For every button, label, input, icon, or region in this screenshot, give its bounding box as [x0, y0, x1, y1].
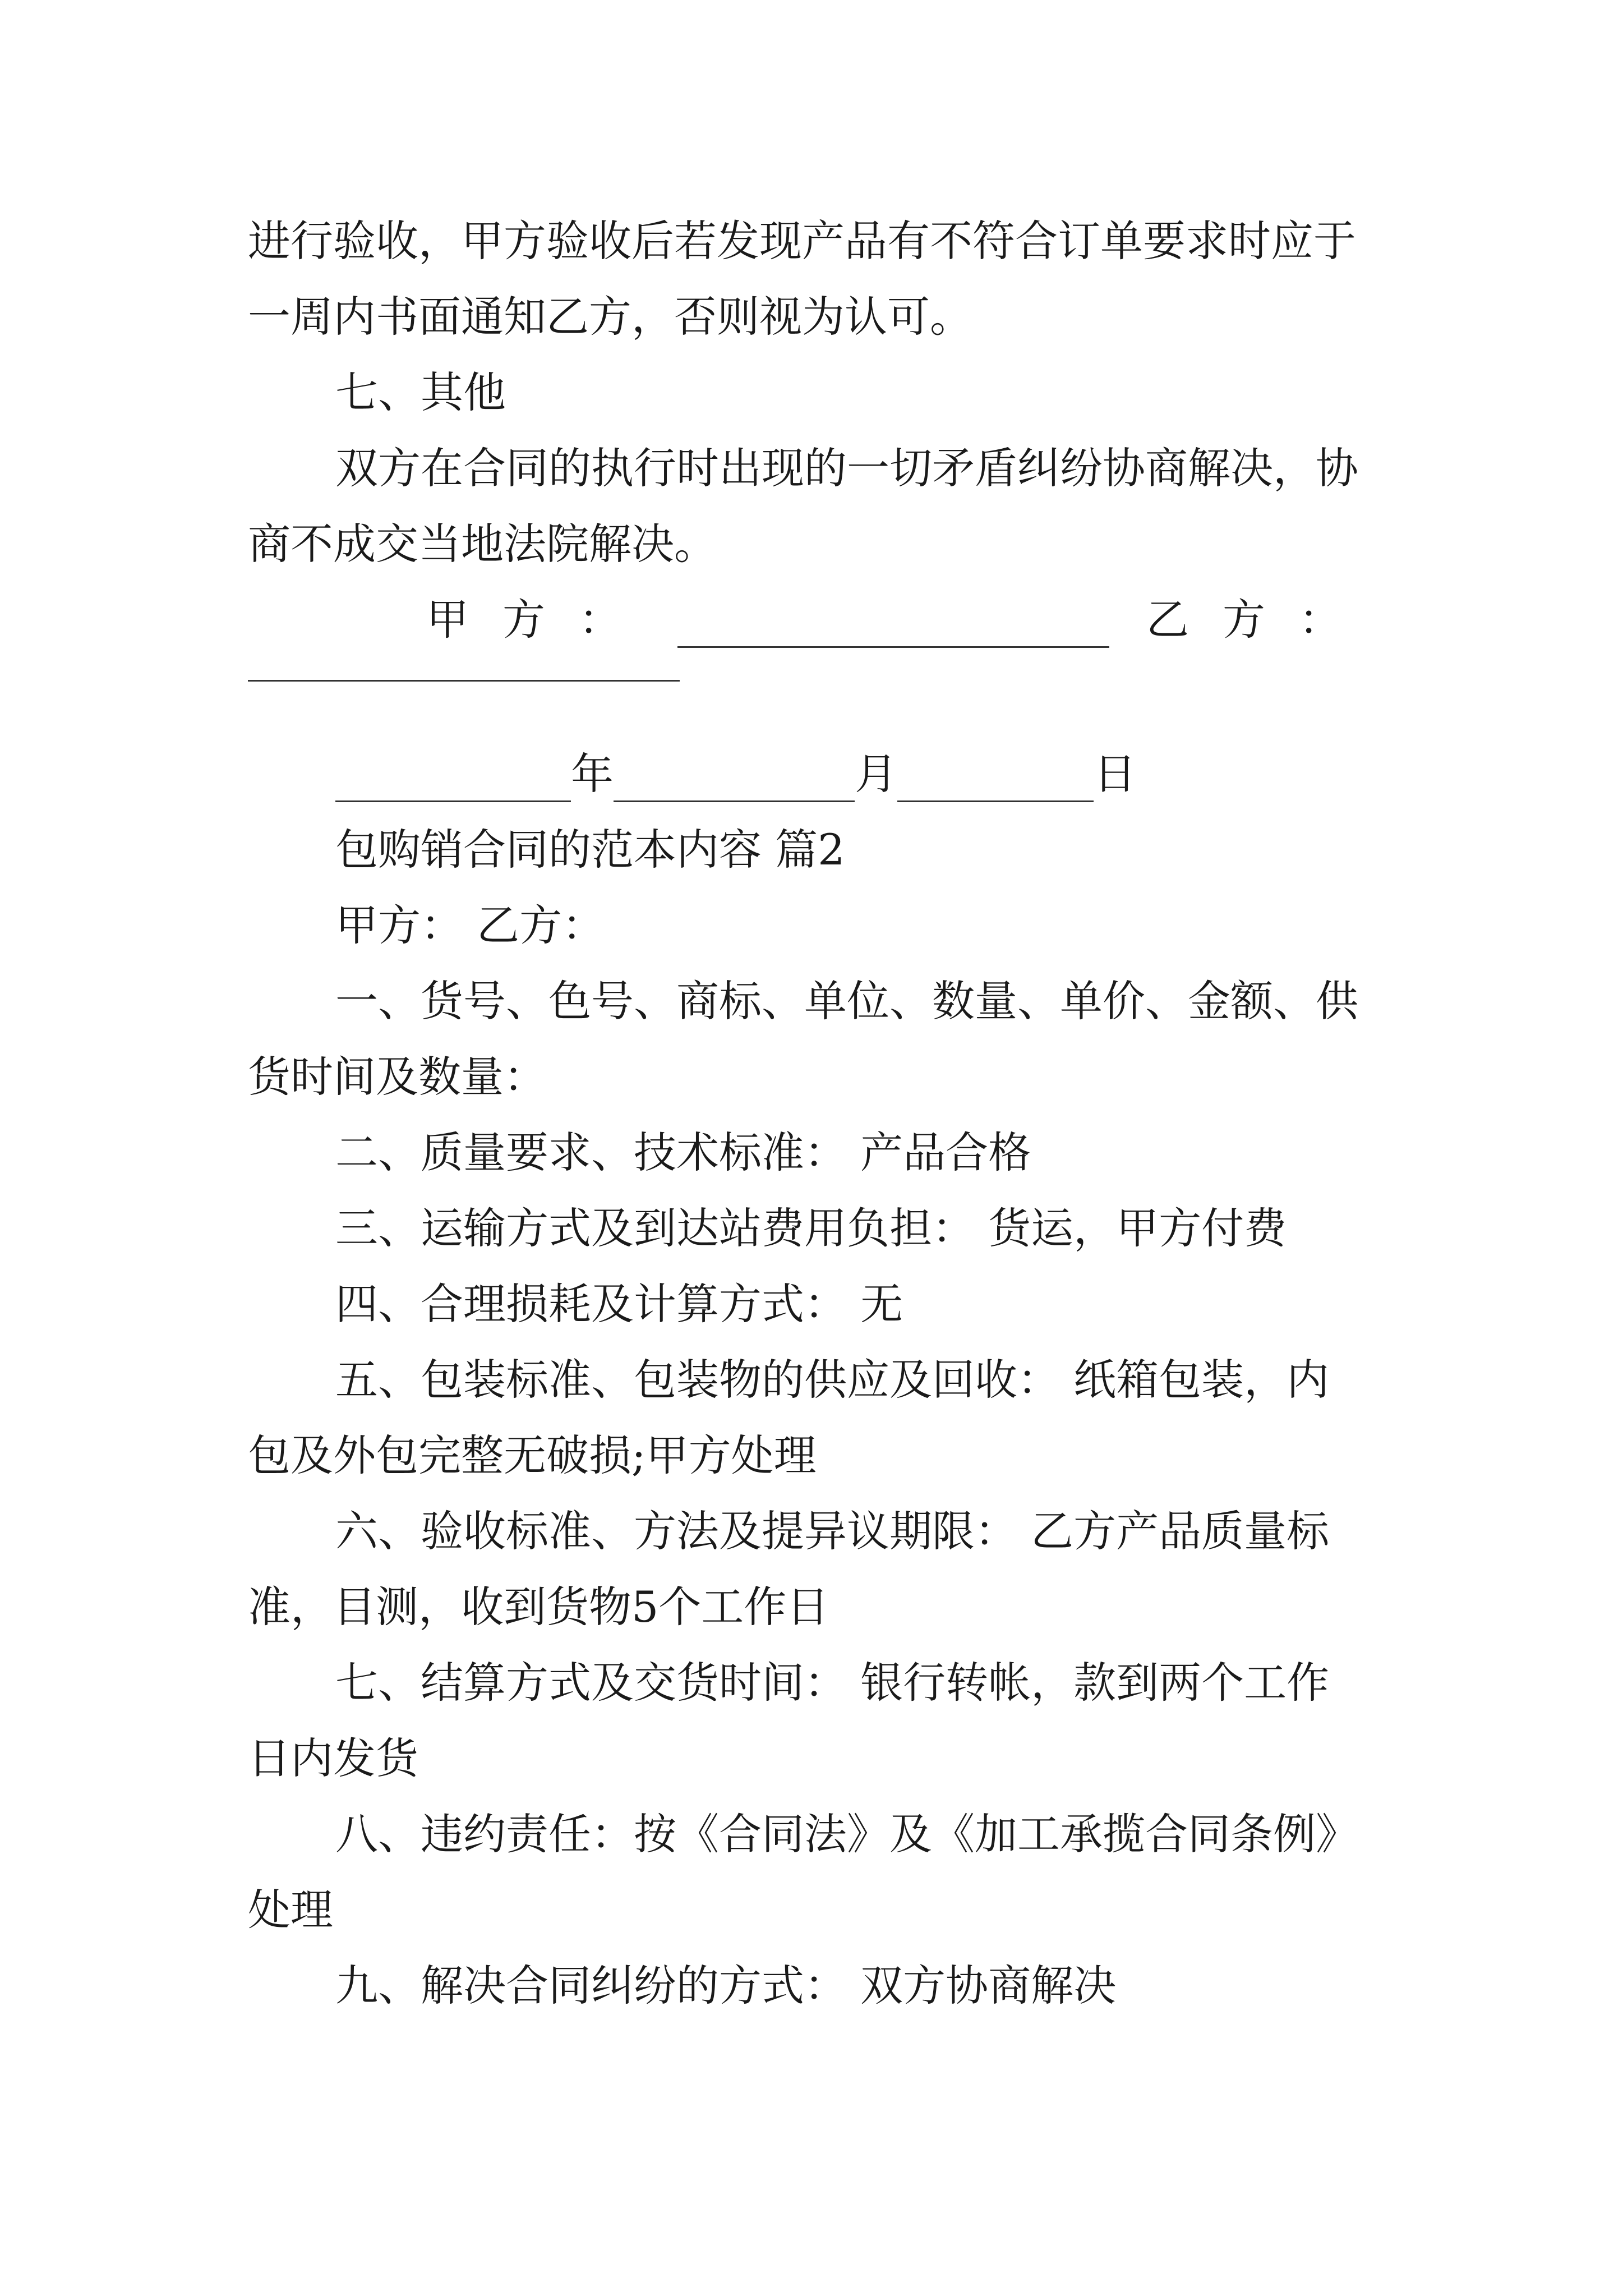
- clause-line: 准，目测，收到货物5个工作日: [248, 1582, 829, 1632]
- paragraph-line: 进行验收，甲方验收后若发现产品有不符合订单要求时应于: [248, 216, 1356, 266]
- clause-line: 日内发货: [248, 1733, 418, 1783]
- clause-line: 九、解决合同纠纷的方式： 双方协商解决: [335, 1961, 1117, 2010]
- clause-line: 二、质量要求、技术标准： 产品合格: [335, 1128, 1031, 1177]
- clause-line: 一、货号、色号、商标、单位、数量、单价、金额、供: [335, 976, 1358, 1026]
- date-row: [335, 746, 1136, 802]
- month-label: 月: [855, 749, 897, 799]
- party-a-label: 甲方：: [426, 595, 655, 645]
- signature-row: [426, 592, 1375, 648]
- day-blank: [897, 761, 1094, 802]
- paragraph-line: 商不成交当地法院解决。: [248, 519, 717, 569]
- clause-line: 三、运输方式及到达站费用负担： 货运，甲方付费: [335, 1203, 1287, 1253]
- clause-line: 包及外包完整无破损;甲方处理: [248, 1430, 817, 1480]
- section-heading: 七、其他: [335, 367, 506, 417]
- party-a-blank: [677, 607, 1109, 648]
- section-title: 包购销合同的范本内容 篇2: [335, 825, 845, 875]
- paragraph-line: 双方在合同的执行时出现的一切矛盾纠纷协商解决，协: [335, 443, 1358, 493]
- year-label: 年: [571, 749, 614, 799]
- clause-line: 七、结算方式及交货时间： 银行转帐，款到两个工作: [335, 1658, 1330, 1708]
- month-blank: [614, 761, 855, 802]
- clause-line: 五、包装标准、包装物的供应及回收： 纸箱包装，内: [335, 1355, 1330, 1405]
- party-b-label: 乙方：: [1146, 595, 1375, 645]
- clause-line: 六、验收标准、方法及提异议期限： 乙方产品质量标: [335, 1506, 1330, 1556]
- year-blank: [335, 761, 571, 802]
- day-label: 日: [1094, 749, 1136, 799]
- party-b-blank: [248, 680, 680, 682]
- parties-line: 甲方： 乙方：: [335, 900, 605, 950]
- clause-line: 处理: [248, 1885, 333, 1935]
- clause-line: 货时间及数量：: [248, 1052, 546, 1102]
- paragraph-line: 一周内书面通知乙方，否则视为认可。: [248, 292, 972, 342]
- clause-line: 四、合理损耗及计算方式： 无: [335, 1279, 903, 1329]
- clause-line: 八、违约责任：按《合同法》及《加工承揽合同条例》: [335, 1809, 1358, 1859]
